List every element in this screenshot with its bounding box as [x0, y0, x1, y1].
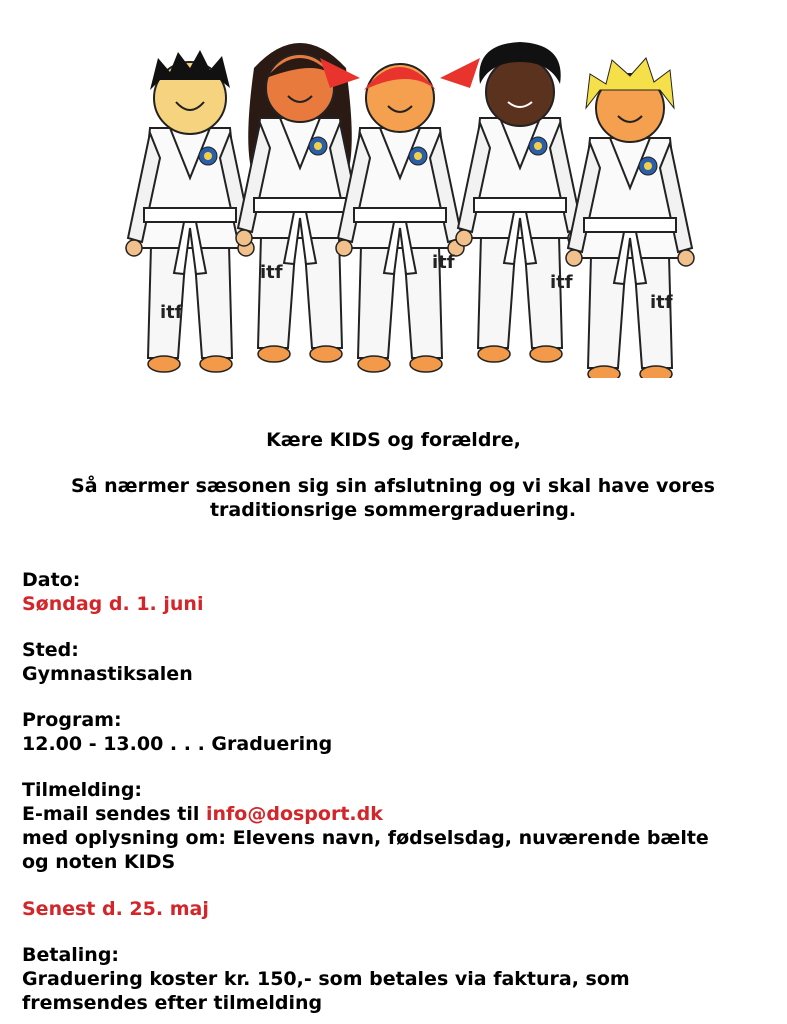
kid-figure-5 — [566, 58, 694, 378]
place-section — [22, 638, 772, 686]
place-value: Gymnastiksalen — [22, 663, 193, 685]
payment-line-2: fremsendes efter tilmelding — [22, 992, 323, 1014]
signup-line-3: og noten KIDS — [22, 851, 176, 873]
svg-text:itf: itf — [432, 252, 455, 273]
greeting-heading: Kære KIDS og forældre, — [266, 429, 521, 451]
kid-figure-1 — [126, 50, 254, 372]
svg-text:itf: itf — [260, 262, 283, 283]
signup-prefix: E-mail sendes til — [22, 803, 206, 825]
program-section — [22, 708, 772, 756]
signup-label: Tilmelding: — [22, 779, 143, 801]
signup-line-2: med oplysning om: Elevens navn, fødselsdag, nuværende bælte — [22, 827, 709, 849]
svg-text:itf: itf — [650, 292, 673, 313]
payment-line-1: Graduering koster kr. 150,- som betales via faktura, som — [22, 968, 630, 990]
place-label: Sted: — [22, 639, 79, 661]
deadline-text: Senest d. 25. maj — [22, 898, 209, 920]
date-value: Søndag d. 1. juni — [22, 593, 204, 615]
signup-section — [22, 778, 772, 874]
signup-line-1 — [22, 802, 772, 826]
kids-illustration — [100, 18, 700, 378]
payment-label: Betaling: — [22, 944, 120, 966]
program-label: Program: — [22, 709, 122, 731]
date-section — [22, 568, 772, 616]
kid-figure-4 — [456, 42, 584, 362]
intro-paragraph: Så nærmer sæsonen sig sin afslutning og vi skal have vores traditionsrige sommergraduering. — [71, 475, 715, 521]
svg-text:itf: itf — [160, 302, 183, 323]
date-label: Dato: — [22, 569, 81, 591]
svg-text:itf: itf — [550, 272, 573, 293]
program-value: 12.00 - 13.00 . . . Graduering — [22, 733, 333, 755]
signup-email-link[interactable]: info@dosport.dk — [205, 803, 383, 825]
payment-section — [22, 943, 772, 1015]
